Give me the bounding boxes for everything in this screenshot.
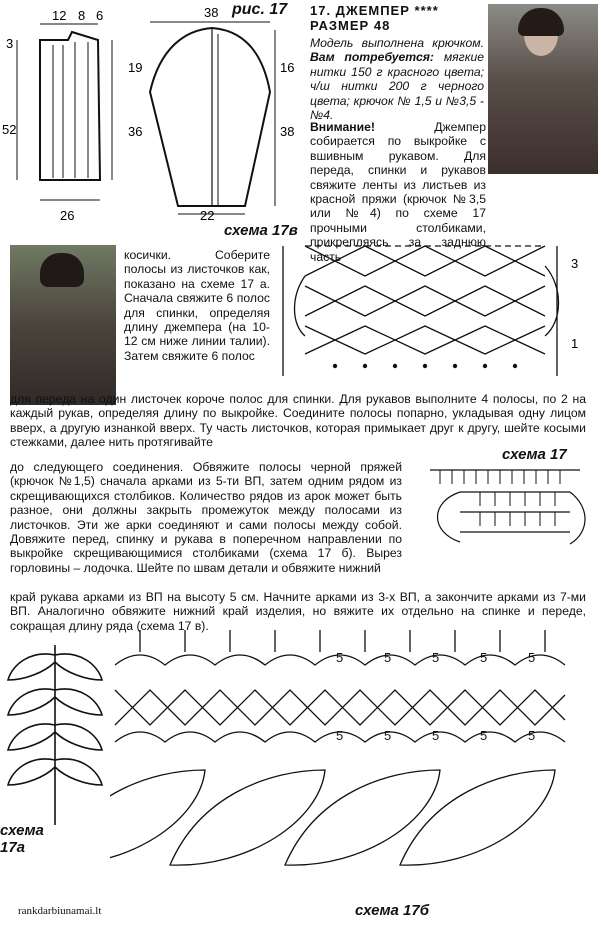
intro-block [310, 36, 484, 122]
arch-number-1: 5 [336, 650, 344, 665]
article-heading: 17. ДЖЕМПЕР [310, 3, 410, 18]
measure-16: 16 [280, 60, 295, 75]
attention-text: Джемпер собирается по выкройке с вшивным рукавом. Для переда, спинки и рукавов свяжите ленты из листьев из красной пряжи (крючок №3,5 или №4) по схеме 17 прочными столбиками, прикрепляясь за заднюю часть [310, 120, 486, 264]
measure-6: 6 [96, 8, 104, 23]
arch-number-10: 5 [528, 728, 536, 743]
hair-back-shape [40, 253, 84, 287]
scheme-17b-diagram [110, 630, 600, 890]
scheme-17v-diagram [275, 236, 595, 386]
model-photo-front [488, 4, 598, 174]
para-3: для переда на один листочек короче полос для спинки. Для рукавов выполните 4 полосы, по 2 на каждый рукав, определяя длину по выкройке. Соедините полосы попарно, укладывая одну лицом вверх, а другую изнанкой вверх. Ту часть листочков, которая примыкает друг к другу, шейте косыми стежками, далее нить протягивайте [10, 392, 586, 450]
arch-number-9: 5 [480, 728, 488, 743]
arch-number-7: 5 [384, 728, 392, 743]
sleeve-pattern-piece [150, 28, 270, 206]
figure-title: рис. 17 [232, 1, 288, 18]
measure-8: 8 [78, 8, 86, 23]
model-photo-back [10, 245, 116, 405]
scheme-17-diagram [420, 462, 590, 562]
scheme-17-label: схема 17 [502, 446, 567, 463]
para-2: косички. Соберите полосы из листочков как, показано на схеме 17 а. Сначала свяжите 6 полос для спинки, определяя длину джемпера (на 10-12 см ниже линии талии). Затем свяжите 6 полос [124, 248, 270, 363]
materials-text: мягкие нитки 150 г красного цвета; ч/ш нитки 200 г черного цвета; крючок № 1,5 и №3,5 - №4. [310, 50, 484, 123]
scheme-17a-line2: 17а [0, 839, 26, 856]
scheme-17a-label [0, 822, 44, 856]
garment-pattern-drawing [0, 0, 300, 240]
body-pattern-piece [40, 32, 100, 180]
measure-38-top: 38 [204, 5, 219, 20]
para-5: край рукава арками из ВП на высоту 5 см. Начните арками из 3-х ВП, а закончите арками из 7-ми ВП. Аналогично обвяжите нижний край изделия, но вяжите их отдельно на спинке и переде, сокращая длину ряда (схема 17 в). [10, 590, 586, 633]
scheme-17a-diagram [0, 640, 110, 830]
arch-number-6: 5 [336, 728, 344, 743]
measure-52: 52 [2, 122, 17, 137]
measure-38-side: 38 [280, 124, 295, 139]
scheme-17b-label: схема 17б [355, 902, 430, 919]
scheme-17v-label: схема 17в [224, 222, 298, 239]
row-label-3: 3 [571, 256, 579, 271]
measure-26: 26 [60, 208, 75, 223]
rating-stars: **** [414, 3, 439, 18]
intro-text: Модель выполнена крючком. [310, 36, 484, 50]
para-4: до следующего соединения. Обвяжите полосы черной пряжей (крючок №1,5) сначала арками из 5-ти ВП, затем одним рядом из скрещивающихся столбиков. Количество рядов из арок может быть разное, они должны закрыть промежуток между полосами из листочков. Эти же арки соединяют и сами полосы между собой. Довяжите перед, спинку и рукава в поперечном направлении по выкройке скрещивающимися столбиками (схема 17 б). Вырез горловины – лодочка. Шейте по швам детали и обвяжите нижний [10, 460, 402, 575]
measure-22: 22 [200, 208, 215, 223]
arch-number-8: 5 [432, 728, 440, 743]
arch-number-2: 5 [384, 650, 392, 665]
materials-label: Вам потребуется: [310, 50, 434, 65]
row-label-1: 1 [571, 336, 579, 351]
arch-number-4: 5 [480, 650, 488, 665]
measure-19: 19 [128, 60, 143, 75]
size-label: РАЗМЕР 48 [310, 18, 391, 33]
arch-number-5: 5 [528, 650, 536, 665]
measure-12: 12 [52, 8, 67, 23]
measure-36: 36 [128, 124, 143, 139]
measure-3: 3 [6, 36, 14, 51]
attention-label: Внимание! [310, 120, 375, 134]
hair-shape [518, 8, 564, 36]
arch-number-3: 5 [432, 650, 440, 665]
watermark: rankdarbiunamai.lt [18, 905, 102, 917]
scheme-17a-line1: схема [0, 822, 44, 839]
